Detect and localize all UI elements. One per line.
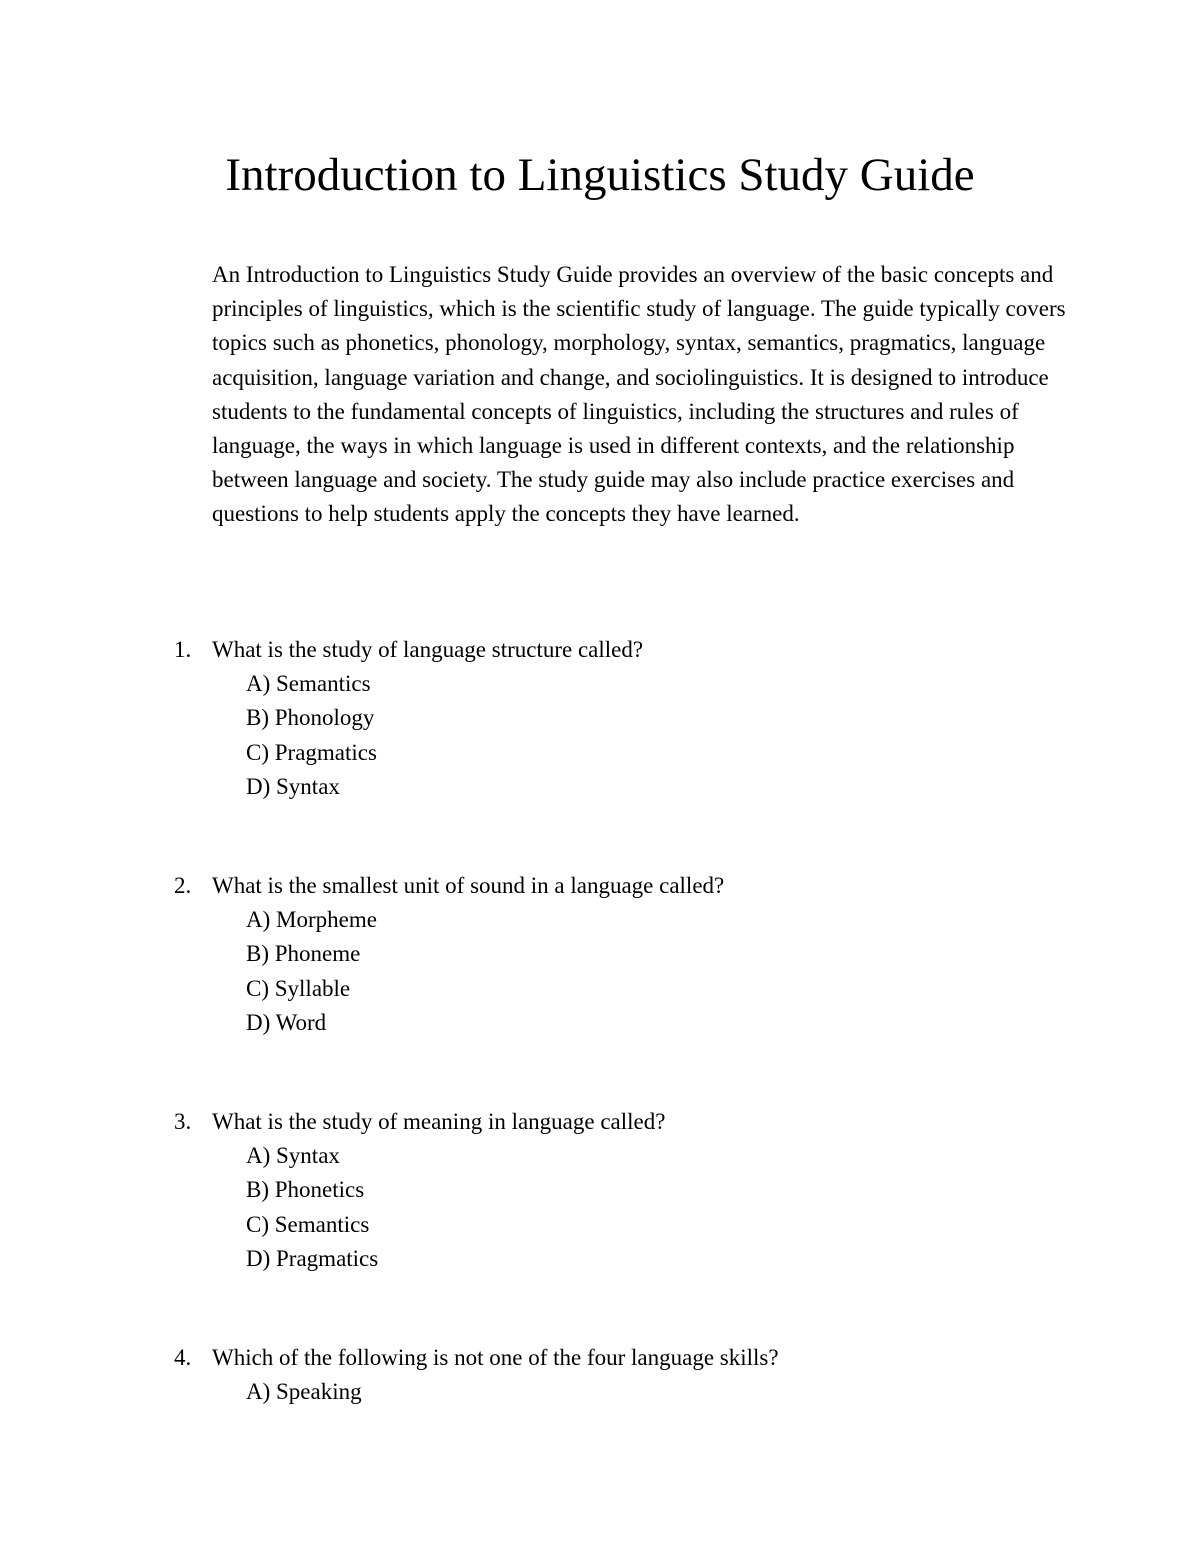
answer-options — [246, 903, 377, 1040]
answer-option: A) Speaking — [246, 1379, 362, 1405]
answer-option: D) Word — [246, 1009, 327, 1035]
answer-options — [246, 667, 377, 804]
question-text: What is the smallest unit of sound in a language called? — [212, 873, 725, 898]
question-number: 3. — [174, 1109, 192, 1134]
answer-option: B) Phoneme — [246, 941, 361, 967]
answer-option: B) Phonetics — [246, 1177, 365, 1203]
answer-option: A) Semantics — [246, 671, 371, 697]
intro-paragraph: An Introduction to Linguistics Study Guide provides an overview of the basic concepts and principles of linguistics, which is the scientific study of language. The guide typically covers topics such as phonetics, phonology, morphology, syntax, semantics, pragmatics, language acquisition, language variation and change, and sociolinguistics. It is designed to introduce students to the fundamental concepts of linguistics, including the structures and rules of language, the ways in which language is used in different contexts, and the relationship between language and society. The study guide may also include practice exercises and questions to help students apply the concepts they have learned. — [212, 262, 1066, 527]
answer-options — [246, 1139, 378, 1276]
page-title: Introduction to Linguistics Study Guide — [225, 149, 975, 201]
answer-option: C) Semantics — [246, 1211, 370, 1237]
answer-option: B) Phonology — [246, 705, 375, 731]
question-text: What is the study of meaning in language called? — [212, 1109, 666, 1134]
question-text: Which of the following is not one of the four language skills? — [212, 1345, 779, 1370]
answer-options — [246, 1375, 362, 1409]
answer-option: D) Syntax — [246, 773, 340, 799]
answer-option: A) Morpheme — [246, 907, 377, 933]
question-text: What is the study of language structure called? — [212, 637, 644, 662]
answer-option: C) Syllable — [246, 975, 351, 1001]
answer-option: D) Pragmatics — [246, 1245, 379, 1271]
question-number: 1. — [174, 637, 192, 662]
question-number: 4. — [174, 1345, 192, 1370]
question-number: 2. — [174, 873, 192, 898]
answer-option: C) Pragmatics — [246, 739, 377, 765]
answer-option: A) Syntax — [246, 1143, 340, 1169]
